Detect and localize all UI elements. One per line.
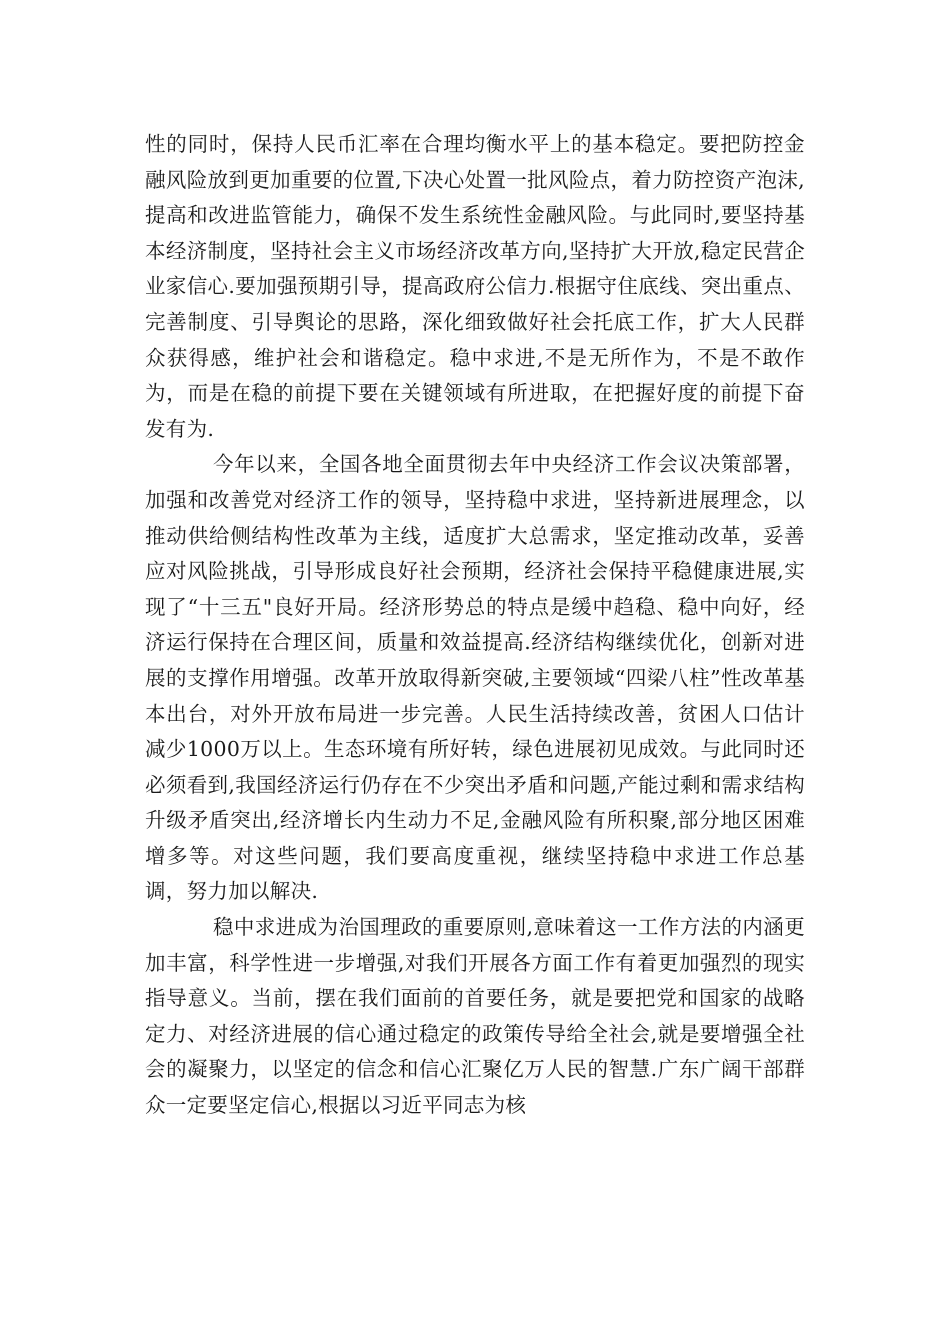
paragraph-3: 稳中求进成为治国理政的重要原则,意味着这一工作方法的内涵更加丰富，科学性进一步增强,对我们开展各方面工作有着更加强烈的现实指导意义。当前，摆在我们面前的首要任务，就是要把党和国家的战略定力、对经济进展的信心通过稳定的政策传导给全社会,就是要增强全社会的凝聚力，以坚定的信念和信心汇聚亿万人民的智慧.广东广阔干部群众一定要坚定信心,根据以习近平同志为核: [145, 915, 805, 1118]
body-text: [145, 127, 805, 1124]
paragraph-1: 性的同时，保持人民币汇率在合理均衡水平上的基本稳定。要把防控金融风险放到更加重要的位置,下决心处置一批风险点，着力防控资产泡沫,提高和改进监管能力，确保不发生系统性金融风险。与此同时,要坚持基本经济制度，坚持社会主义市场经济改革方向,坚持扩大开放,稳定民营企业家信心.要加强预期引导，提高政府公信力.根据守住底线、突出重点、完善制度、引导舆论的思路，深化细致做好社会托底工作，扩大人民群众获得感，维护社会和谐稳定。稳中求进,不是无所作为，不是不敢作为，而是在稳的前提下要在关键领域有所进取，在把握好度的前提下奋发有为.: [145, 132, 805, 441]
paragraph-2: 今年以来，全国各地全面贯彻去年中央经济工作会议决策部署，加强和改善党对经济工作的领导，坚持稳中求进，坚持新进展理念，以推动供给侧结构性改革为主线，适度扩大总需求，坚定推动改革，妥善应对风险挑战，引导形成良好社会预期，经济社会保持平稳健康进展,实现了“十三五"良好开局。经济形势总的特点是缓中趋稳、稳中向好，经济运行保持在合理区间，质量和效益提高.经济结构继续优化，创新对进展的支撑作用增强。改革开放取得新突破,主要领域“四梁八柱”性改革基本出台，对外开放布局进一步完善。人民生活持续改善，贫困人口估计减少1000万以上。生态环境有所好转，绿色进展初见成效。与此同时还必须看到,我国经济运行仍存在不少突出矛盾和问题,产能过剩和需求结构升级矛盾突出,经济增长内生动力不足,金融风险有所积聚,部分地区困难增多等。对这些问题，我们要高度重视，继续坚持稳中求进工作总基调，努力加以解决.: [145, 452, 805, 904]
